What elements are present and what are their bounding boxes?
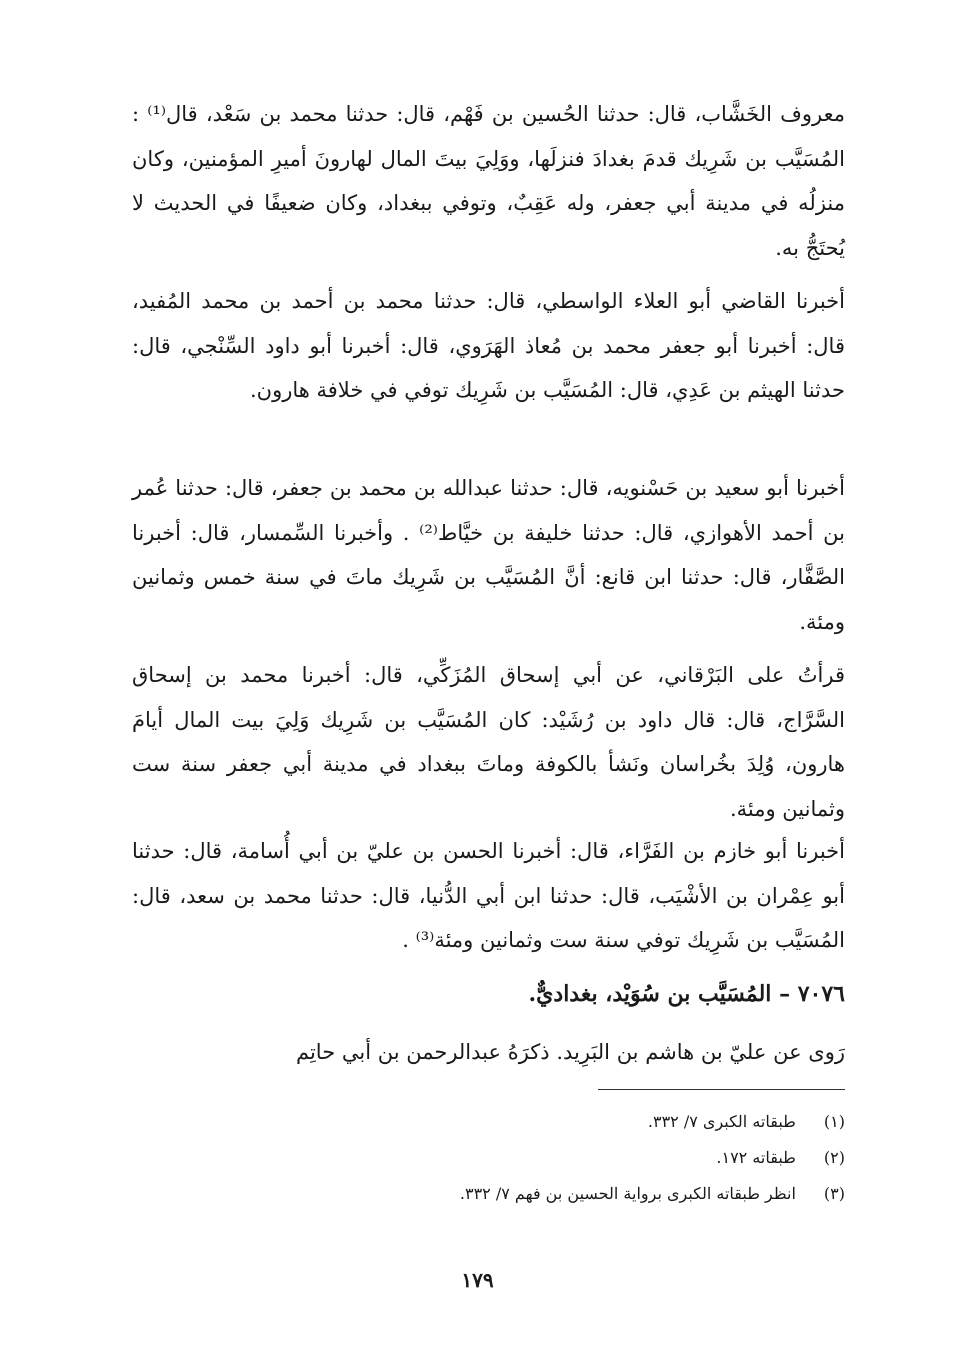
paragraph-1: معروف الخَشَّاب، قال: حدثنا الحُسين بن فَهْم، قال: حدثنا محمد بن سَعْد، قال⁽¹⁾ : المُسَيَّب بن شَرِيك قدمَ بغدادَ فنزلَها، ووَلِيَ بيتَ المال لهارونَ أميرِ المؤمنين، وكان منزلُه في مدينة أبي جعفر، وله عَقِبٌ، وتوفي ببغداد، وكان ضعيفًا في الحديث لا يُحتَجُّ به. — [132, 102, 845, 260]
footnote-3 — [145, 1176, 845, 1212]
paragraph-2: أخبرنا القاضي أبو العلاء الواسطي، قال: حدثنا محمد بن أحمد بن محمد المُفيد، قال: أخبرنا أبو جعفر محمد بن مُعاذ الهَرَوي، قال: أخبرنا أبو داود السِّنْجي، قال: حدثنا الهيثم بن عَدِي، قال: المُسَيَّب بن شَرِيك توفي في خلافة هارون. — [132, 289, 845, 402]
footnote-number: (٢) — [823, 1148, 845, 1167]
footnote-divider — [598, 1089, 845, 1090]
footnote-text: طبقاته الكبرى ٧/ ٣٣٢. — [647, 1112, 796, 1131]
footnote-number: (١) — [823, 1112, 845, 1131]
footnote-1 — [145, 1104, 845, 1140]
page-number: ١٧٩ — [461, 1268, 494, 1292]
footnote-number: (٣) — [823, 1184, 845, 1203]
paragraph-5: أخبرنا أبو خازم بن الفَرَّاء، قال: أخبرنا الحسن بن عليّ بن أبي أُسامة، قال: حدثنا أبو عِمْران بن الأشْيَب، قال: حدثنا ابن أبي الدُّنيا، قال: حدثنا محمد بن سعد، قال: المُسَيَّب بن شَرِيك توفي سنة ست وثمانين ومئة⁽³⁾ . — [132, 839, 845, 952]
footnote-text: انظر طبقاته الكبرى برواية الحسين بن فهم ٧/ ٣٣٢. — [459, 1184, 796, 1203]
paragraph-4: قرأتُ على البَرْقاني، عن أبي إسحاق المُزَكِّي، قال: أخبرنا محمد بن إسحاق السَّرَّاج، قال: قال داود بن رُشَيْد: كان المُسَيَّب بن شَرِيك وَلِيَ بيت المال أيامَ هارون، وُلِدَ بخُراسان ونَشأ بالكوفة وماتَ ببغداد في مدينة أبي جعفر سنة ست وثمانين ومئة. — [132, 663, 845, 821]
footnote-text: طبقاته ١٧٢. — [716, 1148, 796, 1167]
footnotes-list — [145, 1104, 845, 1212]
footnote-2 — [145, 1140, 845, 1176]
paragraph-6: رَوى عن عليّ بن هاشم بن البَرِيد. ذكرَهُ عبدالرحمن بن أبي حاتِم — [295, 1040, 845, 1064]
paragraph-3: أخبرنا أبو سعيد بن حَسْنويه، قال: حدثنا عبدالله بن محمد بن جعفر، قال: حدثنا عُمر بن أحمد الأهوازي، قال: حدثنا خليفة بن خيَّاط⁽²⁾ . وأخبرنا السِّمسار، قال: أخبرنا الصَّفَّار، قال: حدثنا ابن قانع: أنَّ المُسَيَّب بن شَرِيك ماتَ في سنة خمس وثمانين ومئة. — [132, 476, 845, 634]
entry-heading: ٧٠٧٦ – المُسَيَّب بن سُوَيْد، بغداديٌّ. — [528, 981, 845, 1007]
